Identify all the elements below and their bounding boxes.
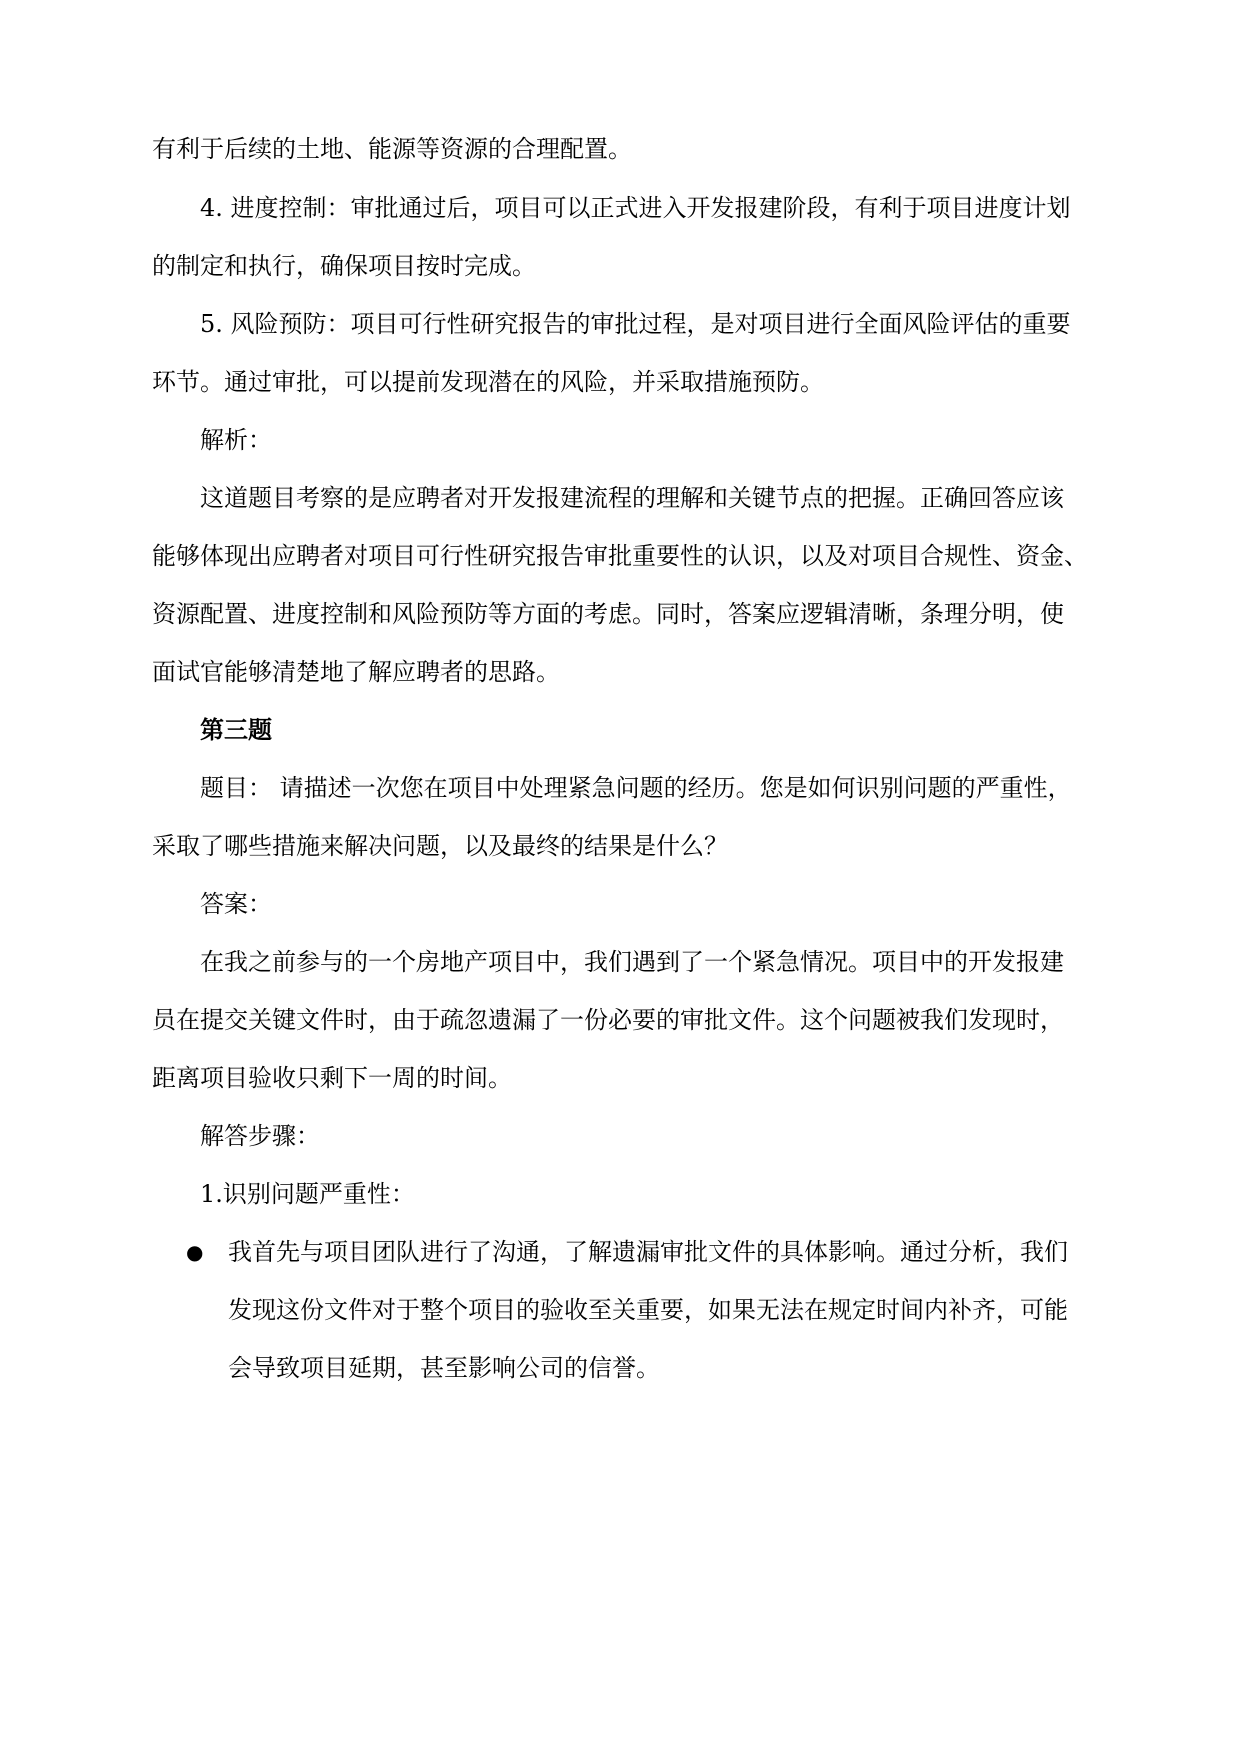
section-heading: 第三题 [200,715,272,744]
answer-line-3: 距离项目验收只剩下一周的时间。 [152,1064,512,1092]
analysis-line-2: 能够体现出应聘者对项目可行性研究报告审批重要性的认识，以及对项目合规性、资金、 [152,542,1088,570]
list-item-5-line-2: 环节。通过审批，可以提前发现潜在的风险，并采取措施预防。 [152,368,824,396]
steps-label: 解答步骤： [200,1122,320,1150]
question-line-2: 采取了哪些措施来解决问题，以及最终的结果是什么？ [152,832,728,860]
question-line-1: 题目： 请描述一次您在项目中处理紧急问题的经历。您是如何识别问题的严重性， [200,774,1072,802]
bullet-1-line-2: 发现这份文件对于整个项目的验收至关重要，如果无法在规定时间内补齐，可能 [228,1296,1068,1324]
analysis-line-3: 资源配置、进度控制和风险预防等方面的考虑。同时，答案应逻辑清晰，条理分明，使 [152,600,1064,628]
list-item-4-line-1: 4. 进度控制：审批通过后，项目可以正式进入开发报建阶段，有利于项目进度计划 [200,194,1071,222]
analysis-line-1: 这道题目考察的是应聘者对开发报建流程的理解和关键节点的把握。正确回答应该 [200,484,1064,512]
paragraph-line: 有利于后续的土地、能源等资源的合理配置。 [152,135,632,163]
bullet-icon: ● [186,1240,204,1264]
answer-label: 答案： [200,890,272,918]
answer-line-1: 在我之前参与的一个房地产项目中，我们遇到了一个紧急情况。项目中的开发报建 [200,948,1064,976]
answer-line-2: 员在提交关键文件时，由于疏忽遗漏了一份必要的审批文件。这个问题被我们发现时， [152,1006,1064,1034]
list-item-5-line-1: 5. 风险预防：项目可行性研究报告的审批过程，是对项目进行全面风险评估的重要 [200,310,1071,338]
bullet-1-line-3: 会导致项目延期，甚至影响公司的信誉。 [228,1354,660,1382]
bullet-1-line-1: 我首先与项目团队进行了沟通，了解遗漏审批文件的具体影响。通过分析，我们 [228,1238,1068,1266]
analysis-line-4: 面试官能够清楚地了解应聘者的思路。 [152,658,560,686]
analysis-label: 解析： [200,426,272,454]
list-item-4-line-2: 的制定和执行，确保项目按时完成。 [152,252,536,280]
step-1-label: 1.识别问题严重性： [200,1180,415,1208]
